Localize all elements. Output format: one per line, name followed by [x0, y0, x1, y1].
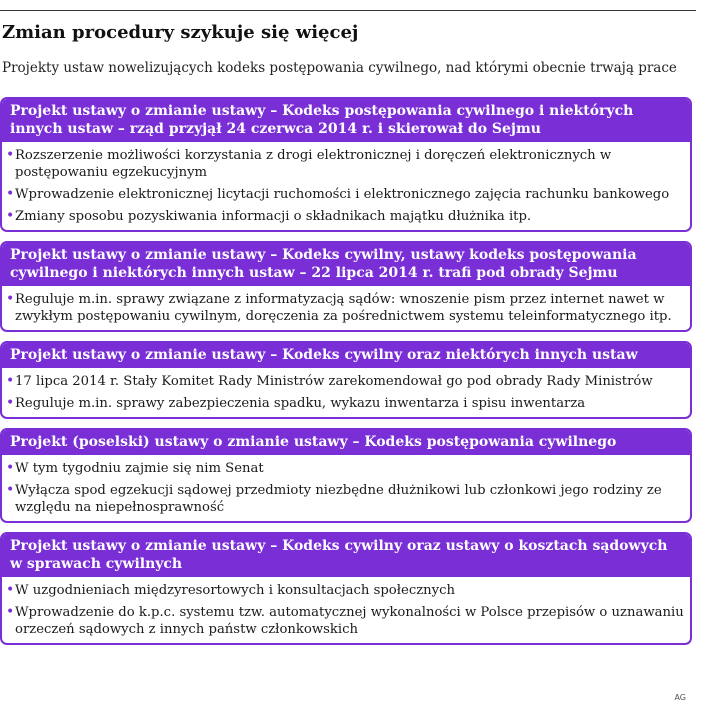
author-credit: AG	[674, 693, 686, 702]
bullet-icon: •	[6, 482, 15, 498]
project-heading: Projekt ustawy o zmianie ustawy – Kodeks postępowania cywilnego i niektórych innych ustaw – rząd przyjął 24 czerwca 2014 r. i skierował do Sejmu	[2, 99, 690, 142]
bullet-icon: •	[6, 291, 15, 307]
project-heading: Projekt (poselski) ustawy o zmianie ustawy – Kodeks postępowania cywilnego	[2, 430, 690, 455]
list-item: • Reguluje m.in. sprawy związane z informatyzacją sądów: wnoszenie pism przez internet nawet w zwykłym postępowaniu cywilnym, doręczenia za pośrednictwem systemu teleinformatycznego itp.	[6, 291, 672, 324]
list-item: • Wyłącza spod egzekucji sądowej przedmioty niezbędne dłużnikowi lub członkowi jego rodziny ze względu na niepełnosprawność	[6, 482, 662, 515]
project-details	[2, 577, 690, 643]
list-item: • Rozszerzenie możliwości korzystania z drogi elektronicznej i doręczeń elektronicznych w postępowaniu egzekucyjnym	[6, 147, 612, 180]
project-card	[0, 532, 692, 645]
bullet-icon: •	[6, 460, 15, 476]
project-card	[0, 241, 692, 332]
project-card	[0, 341, 692, 419]
bullet-icon: •	[6, 373, 15, 389]
page-title: Zmian procedury szykuje się więcej	[2, 22, 359, 43]
project-details	[2, 455, 690, 521]
list-item: • Wprowadzenie elektronicznej licytacji ruchomości i elektronicznego zajęcia rachunku bankowego	[6, 186, 670, 202]
project-heading: Projekt ustawy o zmianie ustawy – Kodeks cywilny oraz ustawy o kosztach sądowych w sprawach cywilnych	[2, 534, 690, 577]
bullet-icon: •	[6, 186, 15, 202]
bullet-icon: •	[6, 604, 15, 620]
page-subtitle: Projekty ustaw nowelizujących kodeks postępowania cywilnego, nad którymi obecnie trwają prace	[2, 60, 677, 76]
project-details	[2, 142, 690, 230]
list-item: • Reguluje m.in. sprawy zabezpieczenia spadku, wykazu inwentarza i spisu inwentarza	[6, 395, 586, 411]
list-item: • W tym tygodniu zajmie się nim Senat	[6, 460, 264, 476]
bullet-icon: •	[6, 147, 15, 163]
project-heading: Projekt ustawy o zmianie ustawy – Kodeks cywilny, ustawy kodeks postępowania cywilnego i niektórych innych ustaw – 22 lipca 2014 r. trafi pod obrady Sejmu	[2, 243, 690, 286]
project-heading: Projekt ustawy o zmianie ustawy – Kodeks cywilny oraz niektórych innych ustaw	[2, 343, 690, 368]
bullet-icon: •	[6, 395, 15, 411]
project-card	[0, 97, 692, 232]
list-item: • Wprowadzenie do k.p.c. systemu tzw. automatycznej wykonalności w Polsce przepisów o uznawaniu orzeczeń sądowych z innych państw członkowskich	[6, 604, 684, 637]
project-details	[2, 286, 690, 330]
bullet-icon: •	[6, 582, 15, 598]
project-list	[0, 97, 692, 654]
project-card	[0, 428, 692, 523]
list-item: • W uzgodnieniach międzyresortowych i konsultacjach społecznych	[6, 582, 455, 598]
top-rule	[0, 10, 696, 11]
list-item: • 17 lipca 2014 r. Stały Komitet Rady Ministrów zarekomendował go pod obrady Rady Ministrów	[6, 373, 653, 389]
project-details	[2, 368, 690, 417]
bullet-icon: •	[6, 208, 15, 224]
list-item: • Zmiany sposobu pozyskiwania informacji o składnikach majątku dłużnika itp.	[6, 208, 532, 224]
